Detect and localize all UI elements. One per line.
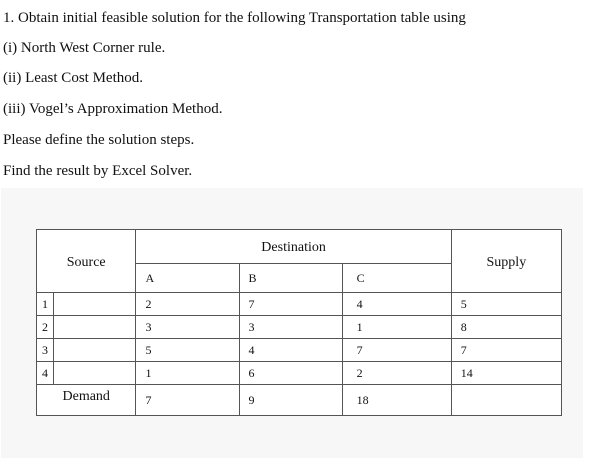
source-cell xyxy=(37,316,136,339)
supply-cell: 14 xyxy=(451,362,561,385)
destination-c: C xyxy=(342,264,451,293)
demand-label: Demand xyxy=(62,389,110,404)
cost-cell: 7 xyxy=(239,293,342,316)
cost-cell: 2 xyxy=(136,293,239,316)
demand-label-cell xyxy=(37,385,136,416)
destination-header-cell xyxy=(136,230,451,264)
source-header: Source xyxy=(66,254,106,270)
source-number: 1 xyxy=(37,293,54,315)
cost-cell: 1 xyxy=(342,316,451,339)
demand-row xyxy=(37,385,562,416)
solver-note: Find the result by Excel Solver. xyxy=(3,163,193,179)
cost-cell: 5 xyxy=(136,339,239,362)
destination-a: A xyxy=(136,264,239,293)
table-row xyxy=(37,339,562,362)
supply-header: Supply xyxy=(486,254,527,270)
method-northwest-corner: (i) North West Corner rule. xyxy=(3,40,166,56)
demand-cell: 9 xyxy=(239,385,342,416)
source-cell xyxy=(37,362,136,385)
cost-cell: 4 xyxy=(342,293,451,316)
table-row xyxy=(37,362,562,385)
source-number: 2 xyxy=(37,316,54,338)
table-row xyxy=(37,293,562,316)
cost-cell: 3 xyxy=(239,316,342,339)
destination-header: Destination xyxy=(261,240,326,255)
method-least-cost: (ii) Least Cost Method. xyxy=(3,70,143,86)
cost-cell: 3 xyxy=(136,316,239,339)
source-number: 4 xyxy=(37,362,54,384)
cost-cell: 1 xyxy=(136,362,239,385)
table-row xyxy=(37,316,562,339)
source-cell xyxy=(37,339,136,362)
demand-cell: 7 xyxy=(136,385,239,416)
supply-header-cell xyxy=(451,230,561,293)
demand-cell: 18 xyxy=(342,385,451,416)
cost-cell: 6 xyxy=(239,362,342,385)
method-vogel: (iii) Vogel’s Approximation Method. xyxy=(3,101,223,117)
cost-cell: 2 xyxy=(342,362,451,385)
steps-note: Please define the solution steps. xyxy=(3,132,195,148)
supply-cell: 7 xyxy=(451,339,561,362)
supply-cell: 8 xyxy=(451,316,561,339)
cost-cell: 7 xyxy=(342,339,451,362)
source-header-cell xyxy=(37,230,136,293)
source-number: 3 xyxy=(37,339,54,361)
demand-empty-cell xyxy=(451,385,561,416)
source-cell xyxy=(37,293,136,316)
transportation-table xyxy=(36,229,562,416)
destination-b: B xyxy=(239,264,342,293)
supply-cell: 5 xyxy=(451,293,561,316)
cost-cell: 4 xyxy=(239,339,342,362)
question-title: 1. Obtain initial feasible solution for the following Transportation table using xyxy=(3,10,466,26)
